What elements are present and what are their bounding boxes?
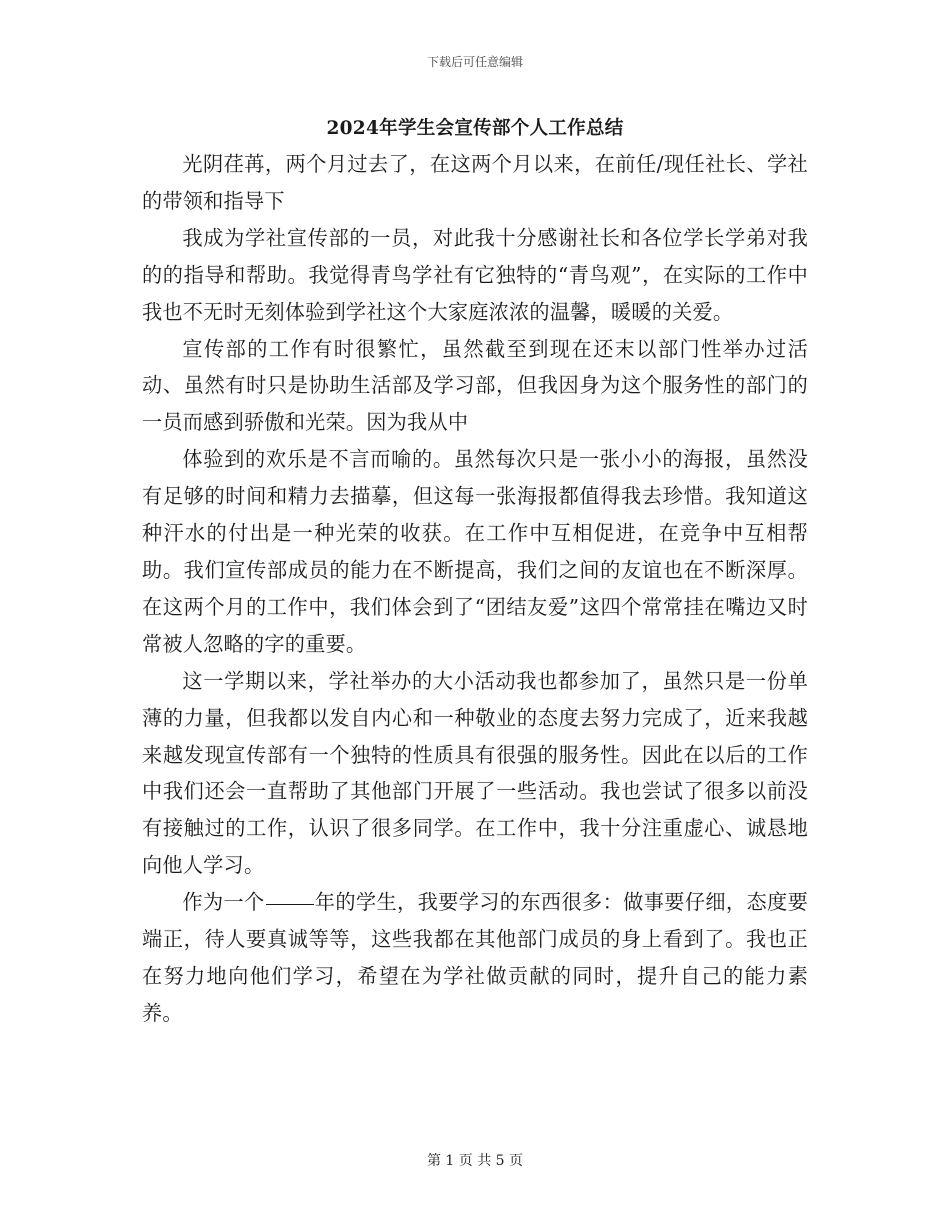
fill-in-blank-line (266, 903, 314, 905)
paragraph: 宣传部的工作有时很繁忙，虽然截至到现在还末以部门性举办过活动、虽然有时只是协助生活部及学习部，但我因身为这个服务性的部门的一员而感到骄傲和光荣。因为我从中 (142, 336, 808, 435)
page-number-footer: 第 1 页 共 5 页 (426, 1153, 524, 1169)
document-title: 2024年学生会宣传部个人工作总结 (326, 118, 624, 139)
page-header-note: 下载后可任意编辑 (426, 55, 523, 69)
paragraph: 体验到的欢乐是不言而喻的。虽然每次只是一张小小的海报，虽然没有足够的时间和精力去描摹，但这每一张海报都值得我去珍惜。我知道这种汗水的付出是一种光荣的收获。在工作中互相促进，在竞争中互相帮助。我们宣传部成员的能力在不断提高，我们之间的友谊也在不断深厚。在这两个月的工作中，我们体会到了“团结友爱”这四个常常挂在嘴边又时常被人忽略的字的重要。 (142, 447, 808, 656)
paragraph: 这一学期以来，学社举办的大小活动我也都参加了，虽然只是一份单薄的力量，但我都以发自内心和一种敬业的态度去努力完成了，近来我越来越发现宣传部有一个独特的性质具有很强的服务性。因此在以后的工作中我们还会一直帮助了其他部门开展了一些活动。我也尝试了很多以前没有接触过的工作，认识了很多同学。在工作中，我十分注重虚心、诚恳地向他人学习。 (142, 668, 808, 878)
document-body (142, 146, 808, 1032)
paragraph-text-after-blank: 年的学生，我要学习的东西很多：做事要仔细，态度要端正，待人要真诚等等，这些我都在其他部门成员的身上看到了。我也正在努力地向他们学习，希望在为学社做贡献的同时，提升自己的能力素养。 (142, 890, 808, 1025)
paragraph-last (142, 884, 808, 1032)
paragraph: 我成为学社宣传部的一员，对此我十分感谢社长和各位学长学弟对我的的指导和帮助。我觉得青鸟学社有它独特的“青鸟观”，在实际的工作中我也不无时无刻体验到学社这个大家庭浓浓的温馨，暖暖的关爱。 (142, 225, 808, 324)
paragraph: 光阴荏苒，两个月过去了，在这两个月以来，在前任/现任社长、学社的带领和指导下 (142, 152, 808, 213)
paragraph-text-before-blank: 作为一个 (182, 890, 265, 915)
